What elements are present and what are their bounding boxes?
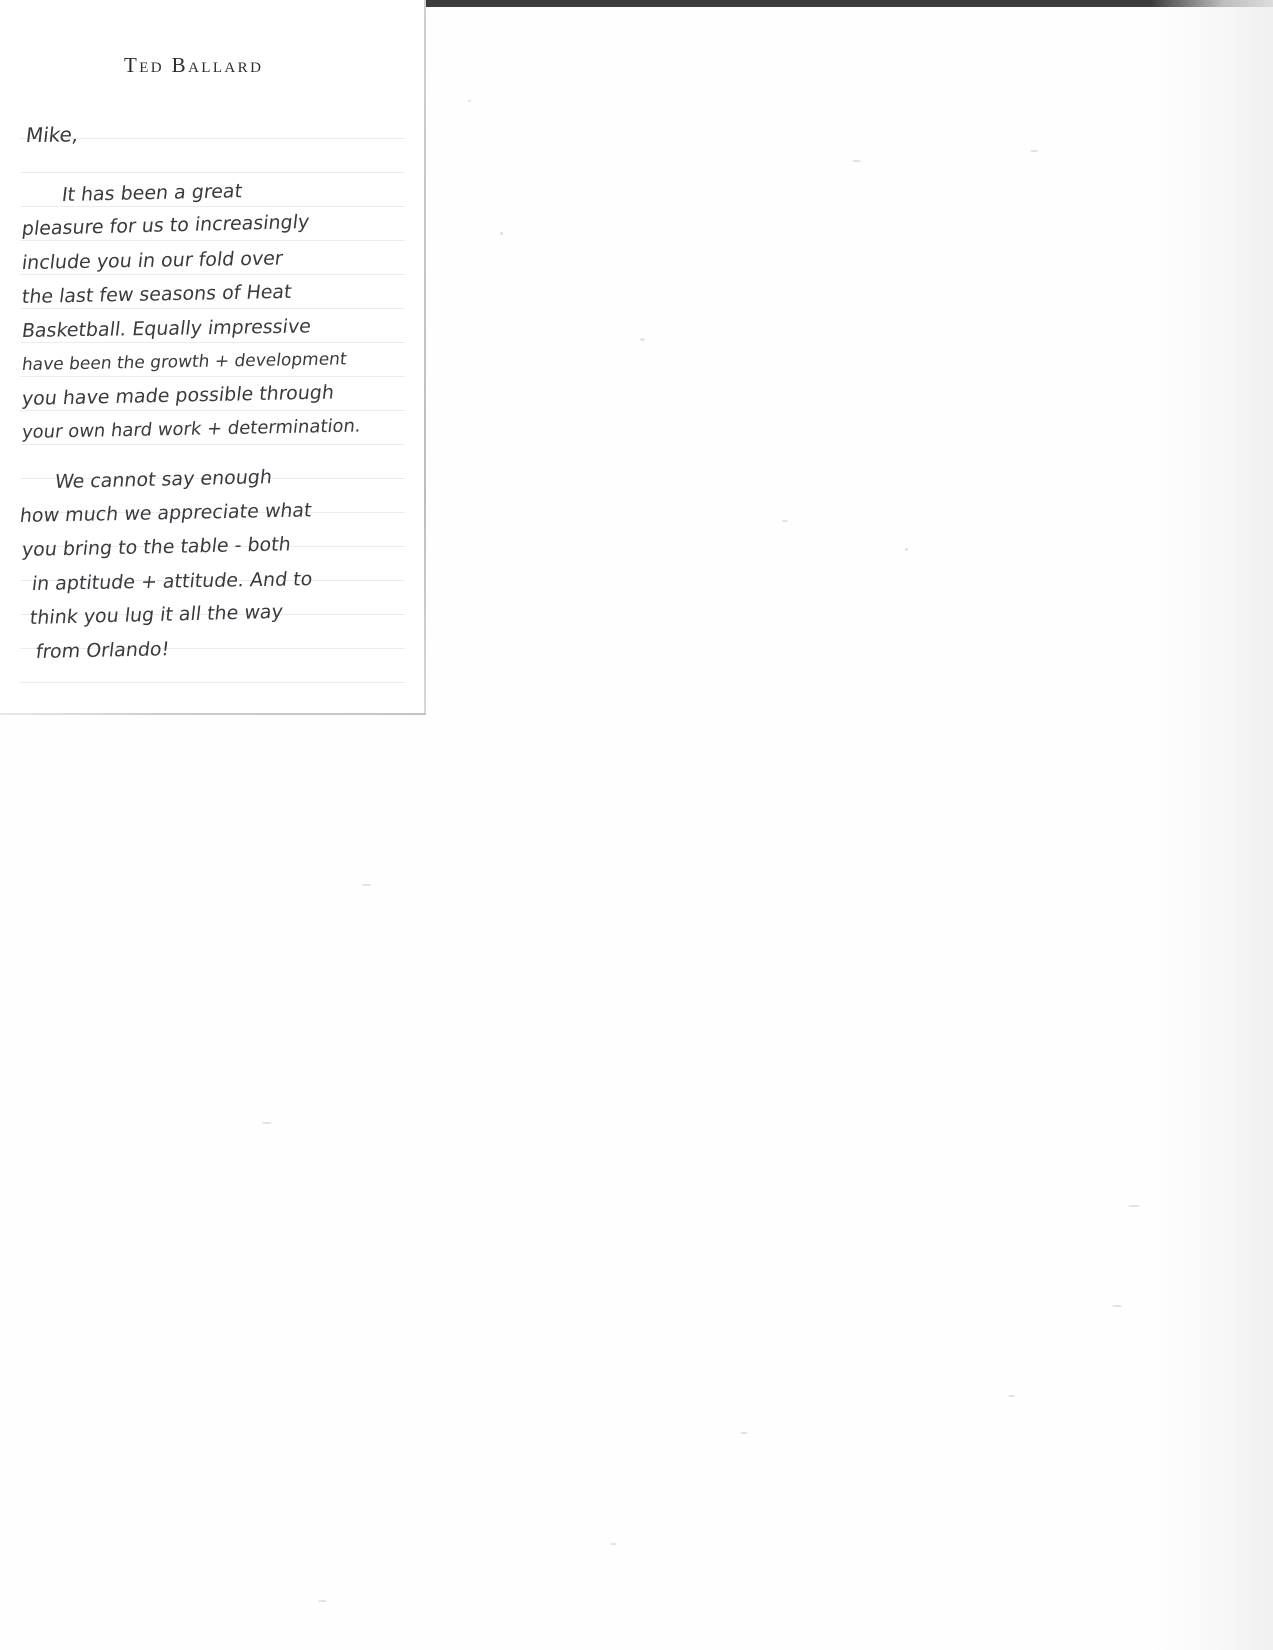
scan-speck [262,1122,272,1124]
rule-line [20,682,405,683]
scan-speck [1030,150,1038,152]
hand-line: It has been a great [60,180,244,207]
hand-line: you have made possible through [20,381,336,411]
hand-line: you bring to the table - both [20,533,293,562]
letterhead-name: Ted Ballard [124,53,264,77]
scan-speck [318,1600,327,1602]
hand-line: Basketball. Equally impressive [20,315,313,343]
hand-line: pleasure for us to increasingly [20,210,311,241]
salutation: Mike, [24,122,80,148]
hand-line: include you in our fold over [20,247,285,275]
scan-speck [1008,1395,1015,1397]
scan-speck [640,338,645,341]
scan-speck [852,160,861,162]
hand-line: your own hard work + determination. [20,415,362,444]
scan-speck [1128,1205,1140,1207]
hand-line: have been the growth + development [20,349,348,376]
scan-speck [610,1543,617,1545]
scan-speck [500,232,503,235]
scan-speck [740,1432,748,1434]
scan-speck [905,548,908,551]
scan-speck [362,884,371,886]
rule-line [20,172,405,173]
hand-line: how much we appreciate what [18,499,313,528]
scan-speck [782,520,788,522]
notecard [0,0,425,715]
hand-line: in aptitude + attitude. And to [30,568,314,596]
hand-line: think you lug it all the way [28,600,285,630]
hand-line: We cannot say enough [53,466,274,494]
notecard-bottom-edge [0,713,426,715]
hand-line: the last few seasons of Heat [20,280,293,309]
scanner-top-edge [420,0,1273,7]
scan-speck [468,100,471,102]
notecard-right-edge [424,0,426,715]
hand-line: from Orlando! [34,638,171,664]
scan-edge-shadow [1150,0,1273,1650]
scan-speck [1112,1305,1122,1307]
